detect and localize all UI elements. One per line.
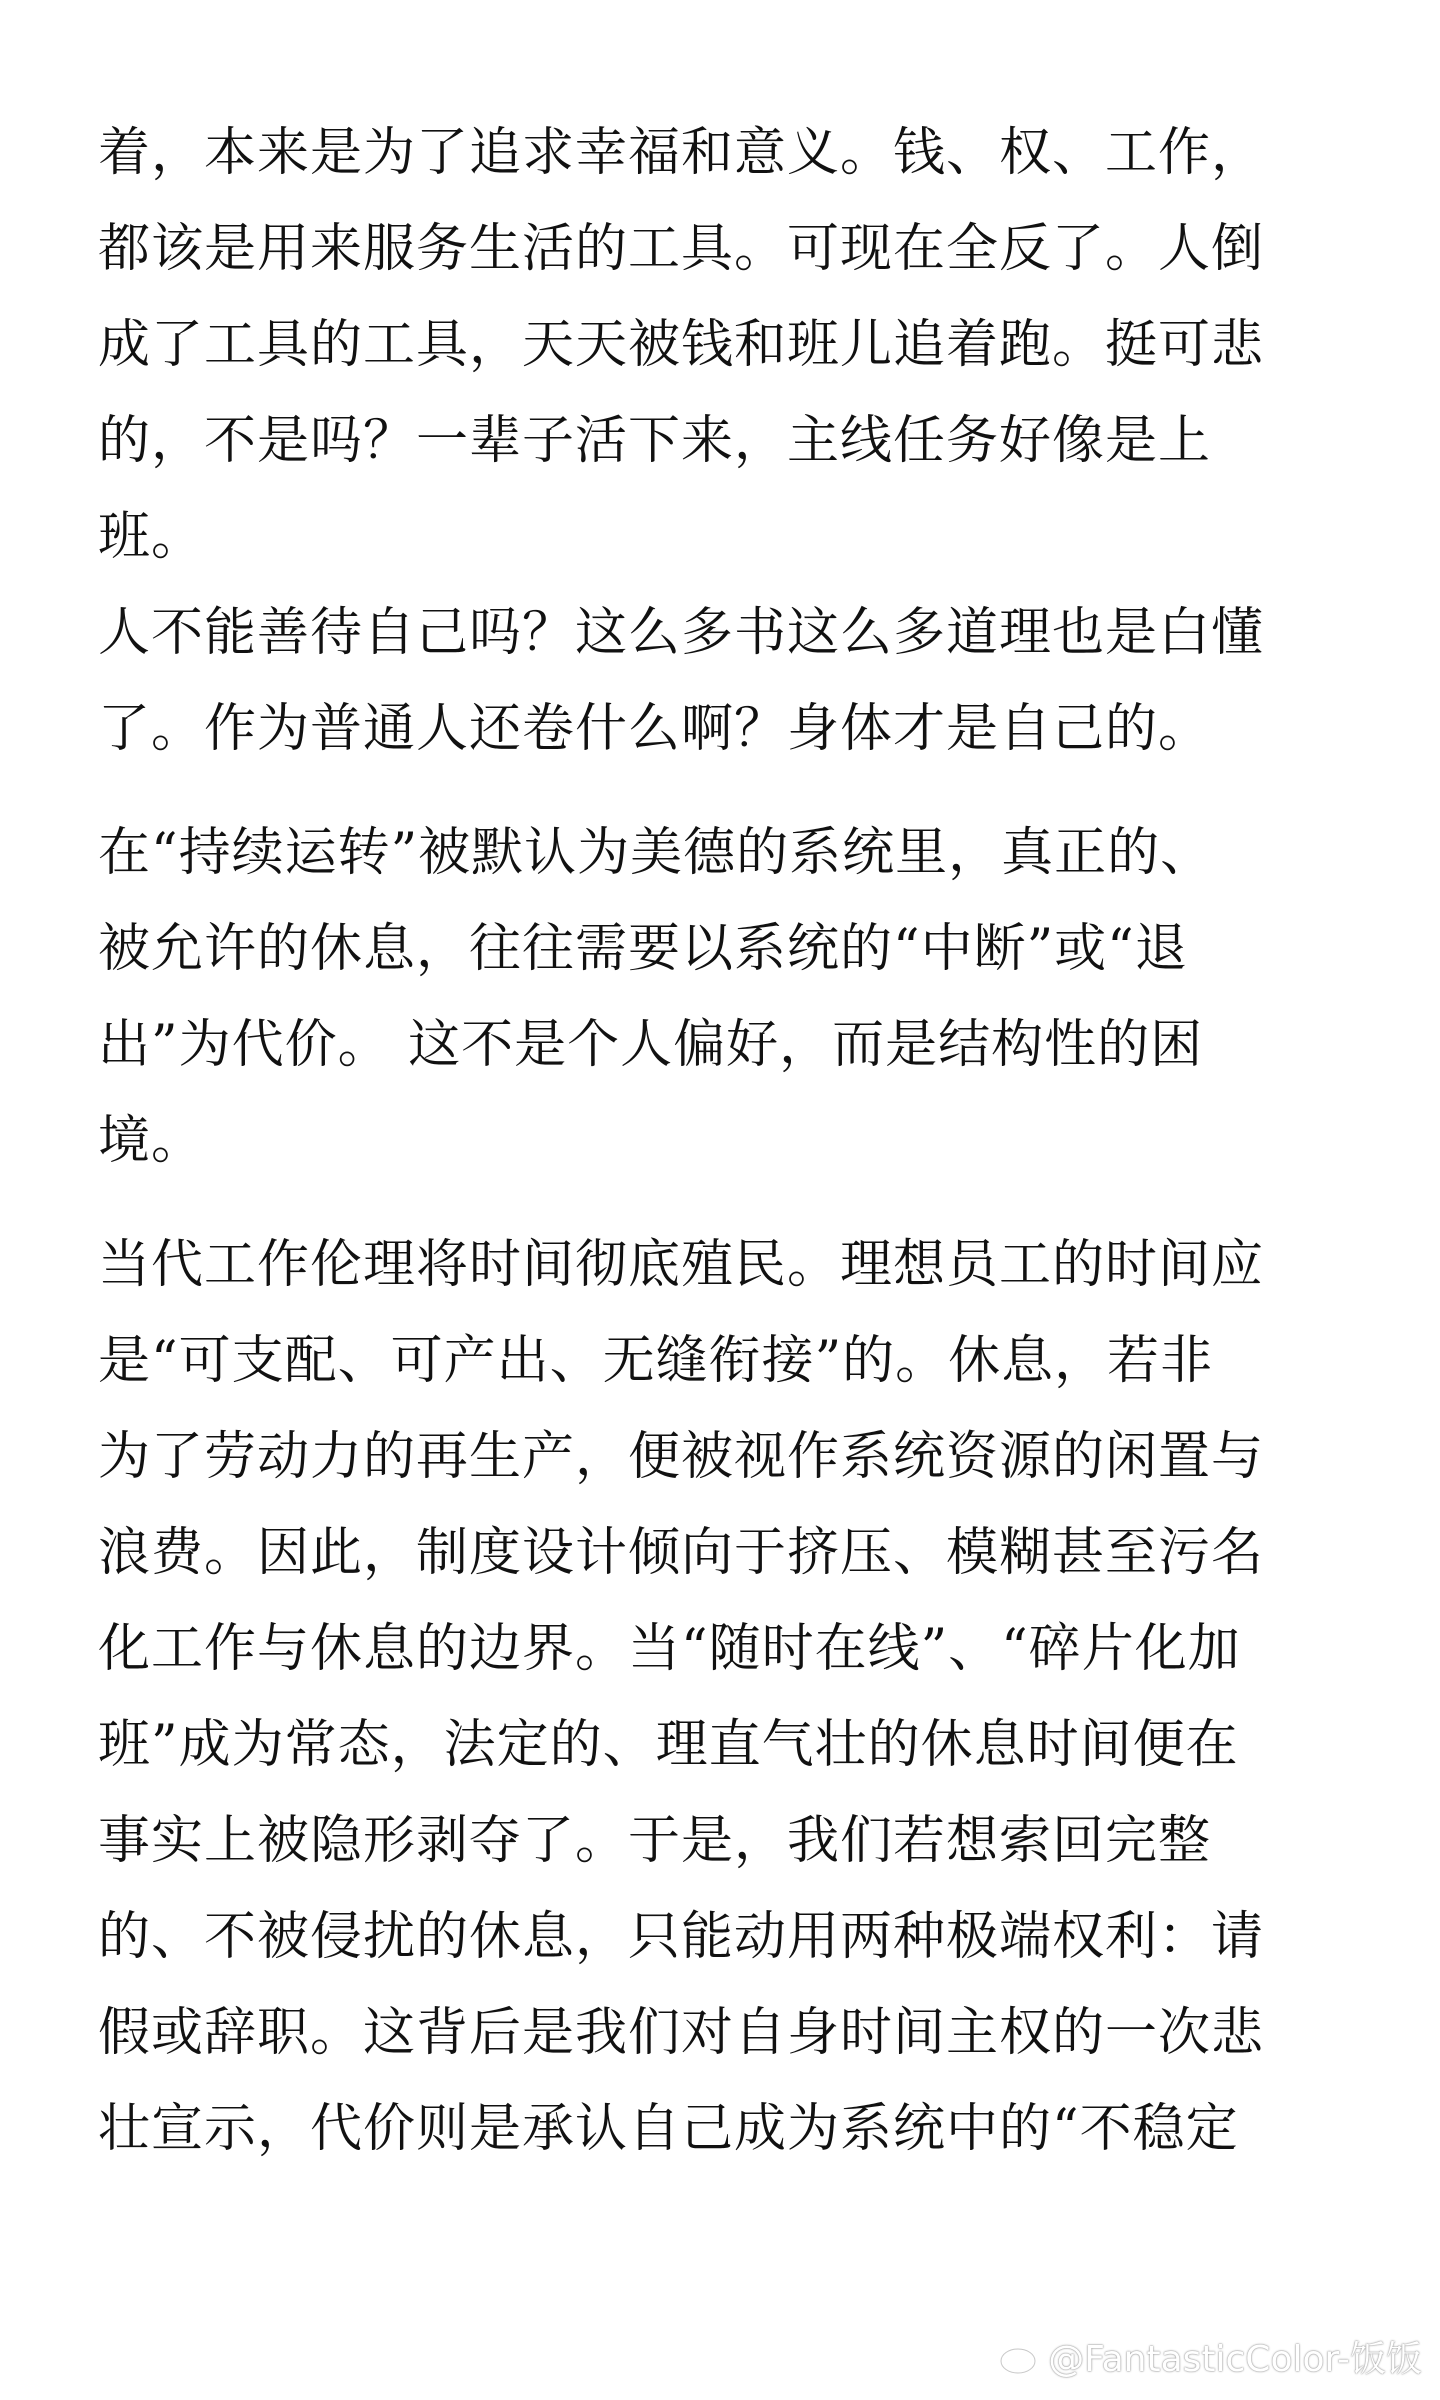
paragraph-gap [98, 777, 1348, 805]
text-line: 事实上被隐形剥夺了。于是，我们若想索回完整 [98, 1811, 1212, 1871]
text-line: 假或辞职。这背后是我们对自身时间主权的一次悲 [98, 2003, 1265, 2063]
watermark [998, 2331, 1422, 2382]
paragraph-3 [98, 1217, 1348, 2177]
text-line: 都该是用来服务生活的工具。可现在全反了。人倒 [98, 219, 1265, 279]
text-line: 了。作为普通人还卷什么啊？身体才是自己的。 [98, 699, 1212, 759]
text-line: 班。 [98, 507, 205, 567]
text-line: 境。 [98, 1111, 205, 1171]
text-line: 的、不被侵扰的休息，只能动用两种极端权利：请 [98, 1907, 1265, 1967]
text-line: 浪费。因此，制度设计倾向于挤压、模糊甚至污名 [98, 1523, 1265, 1583]
paragraph-gap [98, 1189, 1348, 1217]
paragraph-2 [98, 805, 1348, 1189]
watermark-text: @FantasticColor-饭饭 [1048, 2339, 1422, 2380]
text-line: 被允许的休息，往往需要以系统的“中断”或“退 [98, 919, 1188, 979]
text-line: 化工作与休息的边界。当“随时在线”、“碎片化加 [98, 1619, 1241, 1679]
article-body [98, 105, 1348, 2177]
weibo-icon [998, 2337, 1042, 2377]
text-line: 成了工具的工具，天天被钱和班儿追着跑。挺可悲 [98, 315, 1265, 375]
text-line: 人不能善待自己吗？这么多书这么多道理也是白懂 [98, 603, 1265, 663]
text-line: 出”为代价。 这不是个人偏好，而是结构性的困 [98, 1015, 1204, 1075]
text-line: 当代工作伦理将时间彻底殖民。理想员工的时间应 [98, 1235, 1265, 1295]
text-line: 在“持续运转”被默认为美德的系统里，真正的、 [98, 823, 1214, 883]
text-line: 是“可支配、可产出、无缝衔接”的。休息，若非 [98, 1331, 1214, 1391]
text-line: 班”成为常态，法定的、理直气壮的休息时间便在 [98, 1715, 1239, 1775]
text-line: 的，不是吗？一辈子活下来，主线任务好像是上 [98, 411, 1212, 471]
text-line: 为了劳动力的再生产，便被视作系统资源的闲置与 [98, 1427, 1265, 1487]
text-line: 着，本来是为了追求幸福和意义。钱、权、工作， [98, 123, 1265, 183]
text-line: 壮宣示，代价则是承认自己成为系统中的“不稳定 [98, 2099, 1239, 2159]
paragraph-1 [98, 105, 1348, 777]
